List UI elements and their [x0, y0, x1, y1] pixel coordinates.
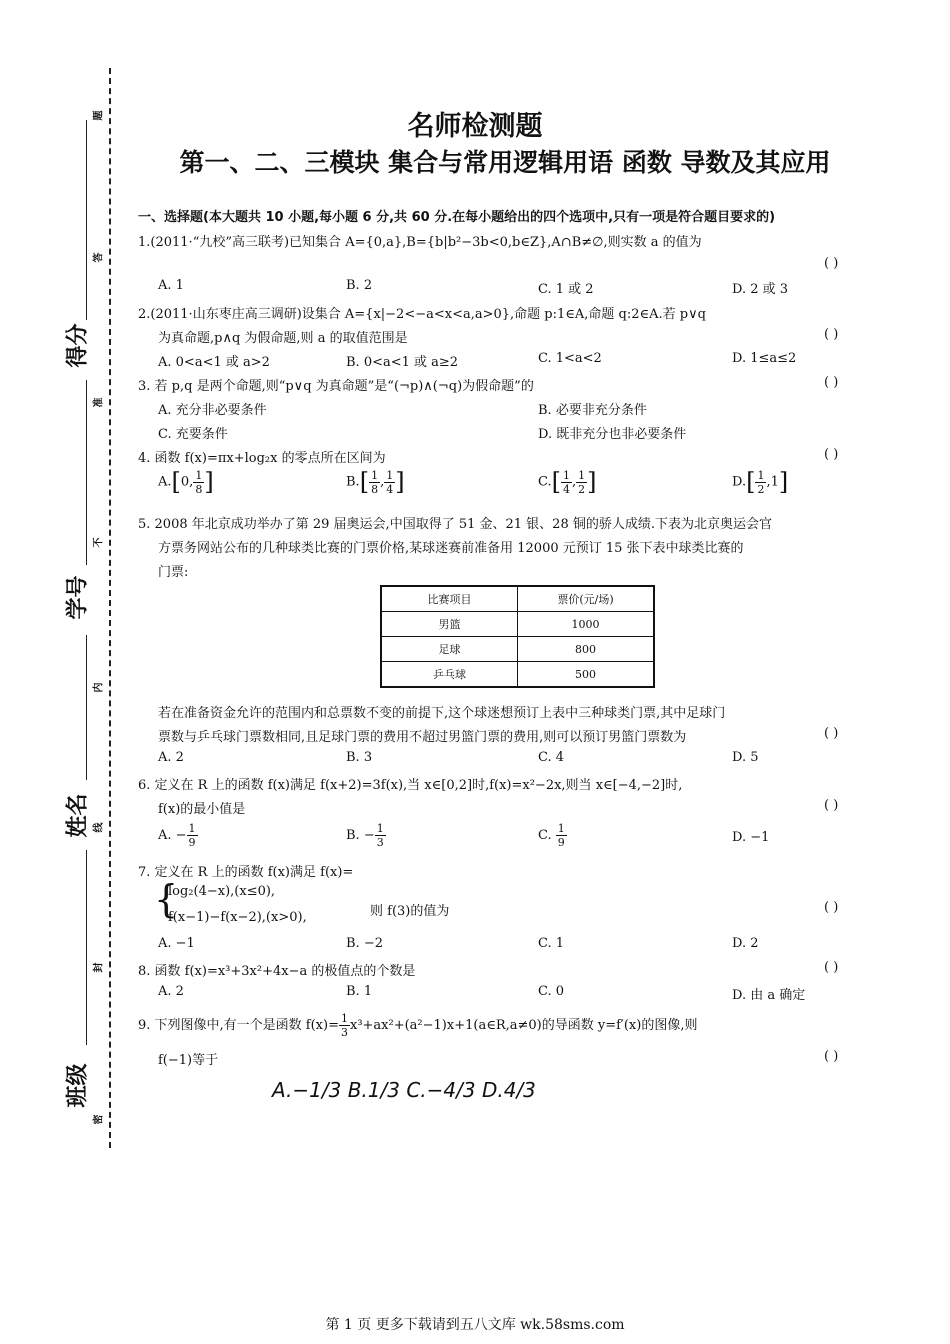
q5-option-c: C. 4: [538, 750, 565, 765]
q5-text-line2: 方票务网站公布的几种球类比赛的门票价格,某球迷赛前准备用 12000 元预订 15 张下表中球类比赛的: [158, 541, 744, 556]
q7-case2: f(x−1)−f(x−2),(x>0),: [168, 910, 307, 925]
seal-char: 线: [93, 822, 105, 833]
q2-text-line2: 为真命题,p∧q 为假命题,则 a 的取值范围是: [158, 331, 408, 346]
table-cell: 男篮: [381, 612, 518, 637]
table-header-row: [381, 586, 654, 612]
name-fill-line: [86, 635, 87, 780]
q3-option-c: C. 充要条件: [158, 427, 228, 442]
q1-option-d: D. 2 或 3: [732, 282, 789, 297]
q1-text: 1.(2011·“九校”高三联考)已知集合 A={0,a},B={b|b²−3b<0,b∈Z},A∩B≠∅,则实数 a 的值为: [138, 235, 702, 250]
q2-answer-paren: ( ): [824, 327, 839, 342]
q8-option-c: C. 0: [538, 984, 565, 999]
q8-answer-paren: ( ): [824, 960, 839, 975]
q7-text-line1: 7. 定义在 R 上的函数 f(x)满足 f(x)=: [138, 865, 354, 880]
table-cell: 800: [518, 637, 655, 662]
q3-option-d: D. 既非充分也非必要条件: [538, 427, 687, 442]
section-heading: 一、选择题(本大题共 10 小题,每小题 6 分,共 60 分.在每小题给出的四个选项中,只有一项是符合题目要求的): [138, 210, 776, 225]
table-cell: 500: [518, 662, 655, 688]
q5-option-b: B. 3: [346, 750, 373, 765]
q5-text-line3: 门票:: [158, 565, 189, 580]
q4-text: 4. 函数 f(x)=πx+log₂x 的零点所在区间为: [138, 451, 386, 466]
q9-answer-paren: ( ): [824, 1049, 839, 1064]
table-header: 比赛项目: [381, 586, 518, 612]
q8-option-a: A. 2: [158, 984, 184, 999]
table-cell: 1000: [518, 612, 655, 637]
q6-text-line1: 6. 定义在 R 上的函数 f(x)满足 f(x+2)=3f(x),当 x∈[0,2]时,f(x)=x²−2x,则当 x∈[−4,−2]时,: [138, 778, 683, 793]
q3-answer-paren: ( ): [824, 375, 839, 390]
q8-option-d: D. 由 a 确定: [732, 988, 806, 1003]
q1-answer-paren: ( ): [824, 256, 839, 271]
seal-char: 准: [93, 397, 105, 408]
q1-option-c: C. 1 或 2: [538, 282, 594, 297]
page-subtitle: 第一、二、三模块 集合与常用逻辑用语 函数 导数及其应用: [179, 148, 831, 177]
table-row: [381, 662, 654, 688]
q6-option-b: B. − $\frac{1}{3}$: [346, 822, 384, 849]
q6-text-line2: f(x)的最小值是: [158, 802, 246, 817]
page-footer: 第 1 页 更多下载请到五八文库 wk.58sms.com: [325, 1317, 625, 1333]
seal-char: 不: [93, 537, 105, 548]
seal-char: 答: [93, 252, 105, 263]
q2-option-d: D. 1≤a≤2: [732, 351, 797, 366]
q7-case1: log₂(4−x),(x≤0),: [168, 884, 276, 899]
q8-text: 8. 函数 f(x)=x³+3x²+4x−a 的极值点的个数是: [138, 964, 416, 979]
q5-option-a: A. 2: [158, 750, 184, 765]
q2-option-b: B. 0<a<1 或 a≥2: [346, 355, 459, 370]
table-header: 票价(元/场): [518, 586, 655, 612]
q1-option-b: B. 2: [346, 278, 373, 293]
q5-text-line4: 若在准备资金允许的范围内和总票数不变的前提下,这个球迷想预订上表中三种球类门票,其中足球门: [158, 706, 726, 721]
table-row: [381, 637, 654, 662]
q7-answer-paren: ( ): [824, 900, 839, 915]
q9-text-line1: 9. 下列图像中,有一个是函数 f(x)= $\frac{1}{3}$ x³+ax²+(a²−1)x+1(a∈R,a≠0)的导函数 y=f′(x)的图像,则: [138, 1012, 698, 1039]
seal-char: 封: [93, 962, 105, 973]
q4-option-b: B.[ $\frac{1}{8}$ , $\frac{1}{4}$ ]: [346, 468, 405, 496]
q4-option-d: D.[ $\frac{1}{2}$ ,1]: [732, 468, 789, 496]
q5-text-line5: 票数与乒乓球门票数相同,且足球门票的费用不超过男篮门票的费用,则可以预订男篮门票数为: [158, 730, 687, 745]
binding-dashed-line: [109, 68, 111, 1148]
q4-option-a: A.[0, $\frac{1}{8}$ ]: [158, 468, 214, 496]
q7-option-a: A. −1: [158, 936, 195, 951]
q1-option-a: A. 1: [158, 278, 184, 293]
q3-option-b: B. 必要非充分条件: [538, 403, 647, 418]
q2-option-c: C. 1<a<2: [538, 351, 602, 366]
q5-text-line1: 5. 2008 年北京成功举办了第 29 届奥运会,中国取得了 51 金、21 银、28 铜的骄人成绩.下表为北京奥运会官: [138, 517, 772, 532]
table-row: [381, 612, 654, 637]
q4-option-c: C.[ $\frac{1}{4}$ , $\frac{1}{2}$ ]: [538, 468, 597, 496]
table-cell: 乒乓球: [381, 662, 518, 688]
ticket-price-table: [380, 585, 655, 688]
q7-option-b: B. −2: [346, 936, 383, 951]
page-title: 名师检测题: [407, 111, 543, 142]
seal-char: 题: [93, 110, 105, 121]
q4-answer-paren: ( ): [824, 447, 839, 462]
q9-handwritten-options: A.−1/3 B.1/3 C.−4/3 D.4/3: [272, 1078, 536, 1102]
q6-option-d: D. −1: [732, 830, 770, 845]
q7-option-d: D. 2: [732, 936, 759, 951]
class-field-label: 班级: [64, 1063, 91, 1108]
q3-option-a: A. 充分非必要条件: [158, 403, 267, 418]
q7-tail: 则 f(3)的值为: [370, 904, 450, 919]
student-id-field-label: 学号: [64, 575, 91, 620]
q8-option-b: B. 1: [346, 984, 373, 999]
seal-char: 密: [93, 1114, 105, 1125]
q6-option-a: A. − $\frac{1}{9}$: [158, 822, 196, 849]
q5-option-d: D. 5: [732, 750, 759, 765]
q5-answer-paren: ( ): [824, 726, 839, 741]
student-id-fill-line: [86, 380, 87, 565]
seal-char: 内: [93, 682, 105, 693]
class-fill-line: [86, 850, 87, 1045]
q9-text-line2: f(−1)等于: [158, 1053, 219, 1068]
q2-text-line1: 2.(2011·山东枣庄高三调研)设集合 A={x|−2<−a<x<a,a>0},命题 p:1∈A,命题 q:2∈A.若 p∨q: [138, 307, 706, 322]
q6-answer-paren: ( ): [824, 798, 839, 813]
q7-option-c: C. 1: [538, 936, 565, 951]
score-field-label: 得分: [64, 323, 91, 368]
table-cell: 足球: [381, 637, 518, 662]
q2-option-a: A. 0<a<1 或 a>2: [158, 355, 270, 370]
name-field-label: 姓名: [64, 793, 91, 838]
q3-text: 3. 若 p,q 是两个命题,则“p∨q 为真命题”是“(¬p)∧(¬q)为假命题”的: [138, 379, 534, 394]
q7-brace: {: [154, 877, 179, 921]
q6-option-c: C. $\frac{1}{9}$: [538, 822, 565, 849]
